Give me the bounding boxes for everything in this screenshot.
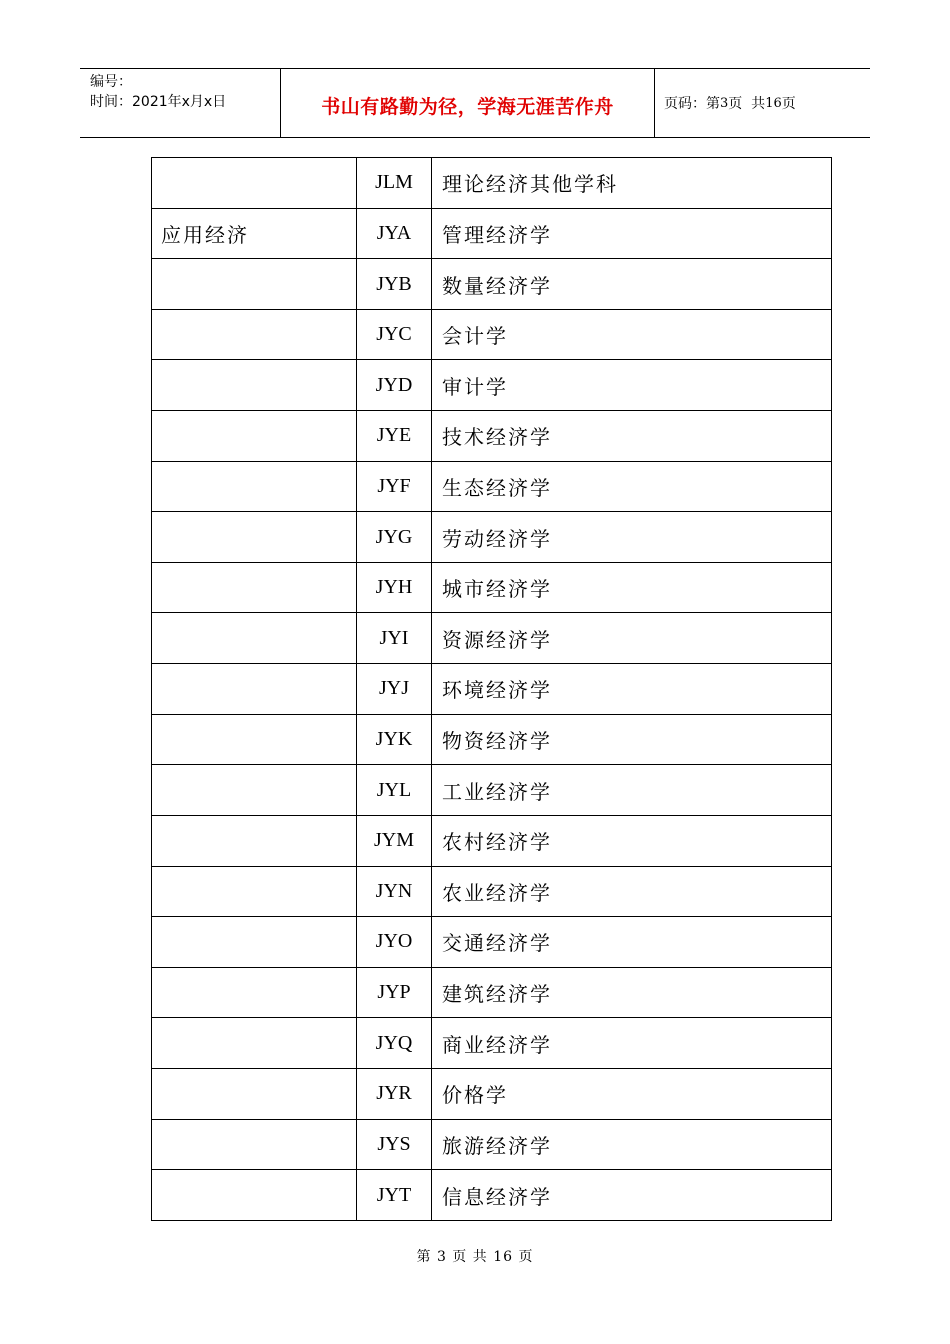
table-row <box>152 967 832 1018</box>
category-cell <box>152 461 357 512</box>
category-cell <box>152 309 357 360</box>
category-cell <box>152 815 357 866</box>
category-cell <box>152 866 357 917</box>
header-motto: 书山有路勤为径，学海无涯苦作舟 <box>321 95 614 118</box>
discipline-name-cell: 工业经济学 <box>432 765 832 816</box>
discipline-name-cell: 劳动经济学 <box>432 512 832 563</box>
code-cell: JYG <box>357 512 432 563</box>
code-cell: JYK <box>357 714 432 765</box>
page-suffix: 页 <box>781 96 796 112</box>
code-cell: JYT <box>357 1170 432 1221</box>
category-cell <box>152 411 357 462</box>
code-cell: JYO <box>357 917 432 968</box>
discipline-name-cell: 生态经济学 <box>432 461 832 512</box>
discipline-name-cell: 旅游经济学 <box>432 1119 832 1170</box>
category-cell <box>152 765 357 816</box>
category-cell <box>152 1170 357 1221</box>
category-cell <box>152 562 357 613</box>
table-row <box>152 714 832 765</box>
discipline-name-cell: 农业经济学 <box>432 866 832 917</box>
code-cell: JYQ <box>357 1018 432 1069</box>
discipline-name-cell: 农村经济学 <box>432 815 832 866</box>
discipline-name-cell: 环境经济学 <box>432 664 832 715</box>
page-middle: 页 共 <box>728 96 766 112</box>
discipline-name-cell: 技术经济学 <box>432 411 832 462</box>
discipline-name-cell: 资源经济学 <box>432 613 832 664</box>
code-cell: JYJ <box>357 664 432 715</box>
category-cell <box>152 158 357 209</box>
table-row <box>152 765 832 816</box>
discipline-name-cell: 价格学 <box>432 1068 832 1119</box>
table-row <box>152 1119 832 1170</box>
discipline-name-cell: 会计学 <box>432 309 832 360</box>
code-cell: JYB <box>357 259 432 310</box>
page-footer: 第 3 页 共 16 页 <box>416 1249 534 1265</box>
code-cell: JYS <box>357 1119 432 1170</box>
table-row <box>152 411 832 462</box>
category-cell <box>152 512 357 563</box>
table-row <box>152 815 832 866</box>
page-total: 16 <box>765 95 782 111</box>
discipline-name-cell: 物资经济学 <box>432 714 832 765</box>
code-cell: JYM <box>357 815 432 866</box>
code-cell: JYN <box>357 866 432 917</box>
code-cell: JYA <box>357 208 432 259</box>
code-cell: JYL <box>357 765 432 816</box>
discipline-name-cell: 城市经济学 <box>432 562 832 613</box>
category-cell: 应用经济 <box>152 208 357 259</box>
code-cell: JYC <box>357 309 432 360</box>
code-cell: JYD <box>357 360 432 411</box>
category-cell <box>152 664 357 715</box>
table-row <box>152 461 832 512</box>
discipline-name-cell: 理论经济其他学科 <box>432 158 832 209</box>
document-time-label: 时间：2021年x月x日 <box>90 94 227 110</box>
table-row <box>152 259 832 310</box>
code-cell: JYR <box>357 1068 432 1119</box>
table-row <box>152 1018 832 1069</box>
discipline-name-cell: 信息经济学 <box>432 1170 832 1221</box>
table-row <box>152 917 832 968</box>
document-number-label: 编号： <box>90 74 132 90</box>
code-cell: JYE <box>357 411 432 462</box>
code-cell: JLM <box>357 158 432 209</box>
category-cell <box>152 967 357 1018</box>
category-cell <box>152 259 357 310</box>
table-row <box>152 866 832 917</box>
header-page-info <box>655 69 870 137</box>
category-cell <box>152 714 357 765</box>
category-cell <box>152 1119 357 1170</box>
table-row <box>152 158 832 209</box>
discipline-name-cell: 建筑经济学 <box>432 967 832 1018</box>
table-row <box>152 664 832 715</box>
page-current: 3 <box>720 95 729 111</box>
code-cell: JYH <box>357 562 432 613</box>
discipline-name-cell: 数量经济学 <box>432 259 832 310</box>
category-cell <box>152 613 357 664</box>
header-motto-cell <box>281 69 655 137</box>
code-cell: JYP <box>357 967 432 1018</box>
category-cell <box>152 917 357 968</box>
discipline-name-cell: 审计学 <box>432 360 832 411</box>
discipline-code-table <box>151 157 832 1221</box>
code-cell: JYF <box>357 461 432 512</box>
category-cell <box>152 1068 357 1119</box>
table-row <box>152 309 832 360</box>
discipline-name-cell: 交通经济学 <box>432 917 832 968</box>
table-row <box>152 613 832 664</box>
table-row <box>152 1068 832 1119</box>
discipline-name-cell: 商业经济学 <box>432 1018 832 1069</box>
page-header <box>80 68 870 138</box>
discipline-name-cell: 管理经济学 <box>432 208 832 259</box>
table-row <box>152 360 832 411</box>
header-meta <box>80 69 281 137</box>
table-row <box>152 208 832 259</box>
code-cell: JYI <box>357 613 432 664</box>
table-row <box>152 562 832 613</box>
table-row <box>152 1170 832 1221</box>
table-row <box>152 512 832 563</box>
page-prefix: 页码：第 <box>664 96 720 112</box>
category-cell <box>152 360 357 411</box>
category-cell <box>152 1018 357 1069</box>
